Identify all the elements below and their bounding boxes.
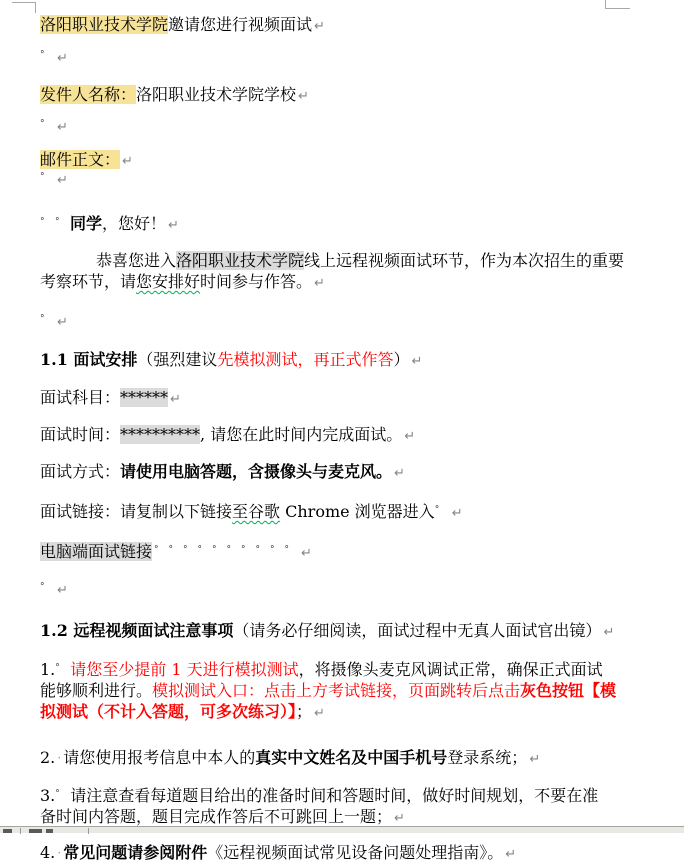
fullwidth-space-icon: °: [55, 663, 60, 673]
subject-text: 邀请您进行视频面试: [168, 15, 313, 34]
note-2-number: 2.: [40, 748, 56, 767]
paragraph-mark-icon: ↵: [314, 19, 325, 34]
empty-line-1: [40, 45, 654, 69]
paragraph-mark-icon: ↵: [168, 218, 179, 233]
faq-bold: 常见问题请参阅附件: [63, 843, 208, 862]
sim-test-button-red-bold: 拟测试（不计入答题，可多次练习）】: [40, 702, 297, 721]
note-1-number: 1.: [40, 660, 56, 679]
note-3-line-1: [40, 784, 654, 806]
masked-time: **********: [120, 425, 201, 444]
fullwidth-space-icon: °: [55, 789, 60, 799]
empty-line-4: [40, 309, 654, 333]
section-1-1-heading: [40, 349, 654, 372]
note-3: [40, 784, 654, 829]
note-2-text: 请您使用报考信息中本人的: [63, 748, 256, 767]
interview-subject-line: [40, 387, 654, 410]
paragraph-mark-icon: ↵: [411, 354, 423, 369]
intro-text: 时间参与作答。: [200, 272, 313, 291]
time-instruction: , 请您在此时间内完成面试。: [200, 425, 403, 444]
paragraph-mark-icon: ↵: [603, 625, 615, 640]
sender-name-text: 洛阳职业技术学院学校: [136, 85, 297, 104]
paragraph-mark-icon: ↵: [314, 706, 325, 721]
note-1-line-3: [40, 701, 654, 724]
time-label: 面试时间：: [40, 425, 121, 444]
note-1-line-1: [40, 658, 654, 680]
note-1-text: 能够顺利进行。: [40, 681, 153, 700]
method-label: 面试方式：: [40, 462, 121, 481]
interview-link-line: [40, 500, 654, 524]
note-1: [40, 658, 654, 724]
halfwidth-space-icon: ·: [57, 846, 62, 860]
pc-link-label-highlight: 电脑端面试链接: [40, 542, 153, 561]
spellcheck-underline-text: 您安排好: [136, 272, 201, 291]
fullwidth-space-icon: °: [40, 314, 45, 324]
body-label-highlight: 邮件正文：: [40, 150, 121, 169]
halfwidth-space-icon: ·: [57, 751, 62, 765]
fullwidth-space-icon: °: [434, 505, 440, 515]
intro-text: 线上远程视频面试环节，作为本次招生的重要: [304, 251, 625, 270]
link-instruction-browser: Chrome 浏览器进入: [280, 502, 435, 521]
sim-test-advice-red: 先模拟测试，再正式作答: [217, 350, 394, 369]
heading-1-1-note: （强烈建议: [137, 350, 218, 369]
paragraph-mark-icon: ↵: [394, 466, 405, 481]
school-name-gray-highlight: 洛阳职业技术学院: [176, 251, 305, 270]
paragraph-mark-icon: ↵: [57, 173, 68, 188]
subject-label: 面试科目：: [40, 388, 121, 407]
pc-interview-link-line: [40, 540, 654, 564]
note-4: [40, 842, 654, 865]
fullwidth-space-icon: °: [40, 50, 45, 60]
note-2: [40, 747, 654, 770]
intro-paragraph: [40, 250, 654, 294]
gray-button-red-bold: 灰色按钮【模: [520, 681, 617, 700]
empty-line-2: [40, 114, 654, 138]
page-corner-mark-top-left-h: [12, 2, 36, 3]
greeting-line: [40, 212, 654, 236]
paragraph-mark-icon: ↵: [122, 154, 133, 169]
sim-test-warning-red: 请您至少提前 1 天进行模拟测试: [70, 660, 299, 679]
fullwidth-space-sequence-icon: °°°°°°°°°°: [154, 545, 300, 555]
note-4-number: 4.: [40, 843, 56, 862]
paragraph-mark-icon: ↵: [170, 392, 181, 407]
paragraph-mark-icon: ↵: [301, 546, 312, 561]
note-1-text: ，将摄像头麦克风调试正常，确保正式面试: [298, 660, 603, 679]
note-2-text-end: 登录系统；: [447, 748, 528, 767]
section-1-2-heading: [40, 620, 654, 643]
greeting-student-bold: 同学: [70, 214, 103, 233]
note-1-line-2: [40, 680, 654, 701]
page-corner-mark-top-left-v: [35, 2, 36, 13]
sender-label-highlight: 发件人名称：: [40, 85, 137, 104]
status-bar-fragment: [3, 829, 12, 833]
intro-text: 考察环节，请: [40, 272, 137, 291]
paragraph-mark-icon: ↵: [314, 276, 325, 291]
method-requirement-bold: 请使用电脑答题，含摄像头与麦克风。: [120, 462, 393, 481]
note-1-semicolon: ；: [296, 702, 313, 721]
fullwidth-space-icon: °: [55, 217, 60, 227]
spellcheck-underline-text: 至谷歌: [232, 502, 281, 521]
status-bar-fragment: [46, 829, 53, 833]
paragraph-mark-icon: ↵: [57, 120, 68, 135]
status-bar: [0, 826, 684, 833]
intro-text: 恭喜您进入: [96, 251, 177, 270]
email-subject-line: [40, 14, 654, 37]
heading-1-1-close: ）: [393, 350, 410, 369]
paragraph-mark-icon: ↵: [57, 583, 68, 598]
note-3-text: 请注意查看每道题目给出的准备时间和答题时间，做好时间规划，不要在准: [70, 786, 599, 805]
paragraph-mark-icon: ↵: [451, 506, 463, 521]
status-bar-fragment: [29, 829, 42, 833]
fullwidth-space-icon: °: [40, 217, 45, 227]
heading-1-2-bold: 1.2 远程视频面试注意事项: [40, 621, 234, 640]
paragraph-mark-icon: ↵: [529, 752, 541, 767]
document-page: [40, 14, 654, 865]
paragraph-mark-icon: ↵: [394, 811, 405, 826]
fullwidth-space-icon: °: [40, 172, 45, 182]
link-instruction: 面试链接：请复制以下链接: [40, 502, 233, 521]
school-name-highlight: 洛阳职业技术学院: [40, 15, 169, 34]
paragraph-mark-icon: ↵: [505, 847, 517, 862]
page-corner-mark-top-right-h: [605, 8, 630, 9]
status-bar-separator: [88, 828, 89, 834]
fullwidth-space-icon: °: [40, 582, 45, 592]
paragraph-mark-icon: ↵: [57, 51, 68, 66]
empty-line-5: [40, 577, 654, 601]
sender-name-line: [40, 84, 654, 107]
heading-1-2-note: （请务必仔细阅读，面试过程中无真人面试官出镜）: [233, 621, 602, 640]
status-bar-separator: [20, 828, 21, 834]
interview-time-line: [40, 424, 654, 447]
interview-method-line: [40, 461, 654, 484]
note-3-number: 3.: [40, 786, 56, 805]
faq-guide-title: 《远程视频面试常见设备问题处理指南》。: [207, 843, 504, 862]
paragraph-mark-icon: ↵: [57, 315, 68, 330]
note-3-text: 备时间内答题，题目完成作答后不可跳回上一题；: [40, 807, 393, 826]
sim-entry-red: 模拟测试入口：点击上方考试链接，页面跳转后点击: [152, 681, 521, 700]
paragraph-mark-icon: ↵: [404, 429, 416, 444]
fullwidth-space-icon: °: [40, 119, 45, 129]
intro-line-1: [40, 250, 654, 271]
greeting-text: ，您好！: [102, 214, 167, 233]
real-name-bold: 真实中文姓名及中国手机号: [255, 748, 448, 767]
intro-line-2: [40, 271, 654, 294]
heading-1-1-bold: 1.1 面试安排: [40, 350, 138, 369]
masked-subject: ******: [120, 388, 169, 407]
paragraph-mark-icon: ↵: [298, 89, 309, 104]
